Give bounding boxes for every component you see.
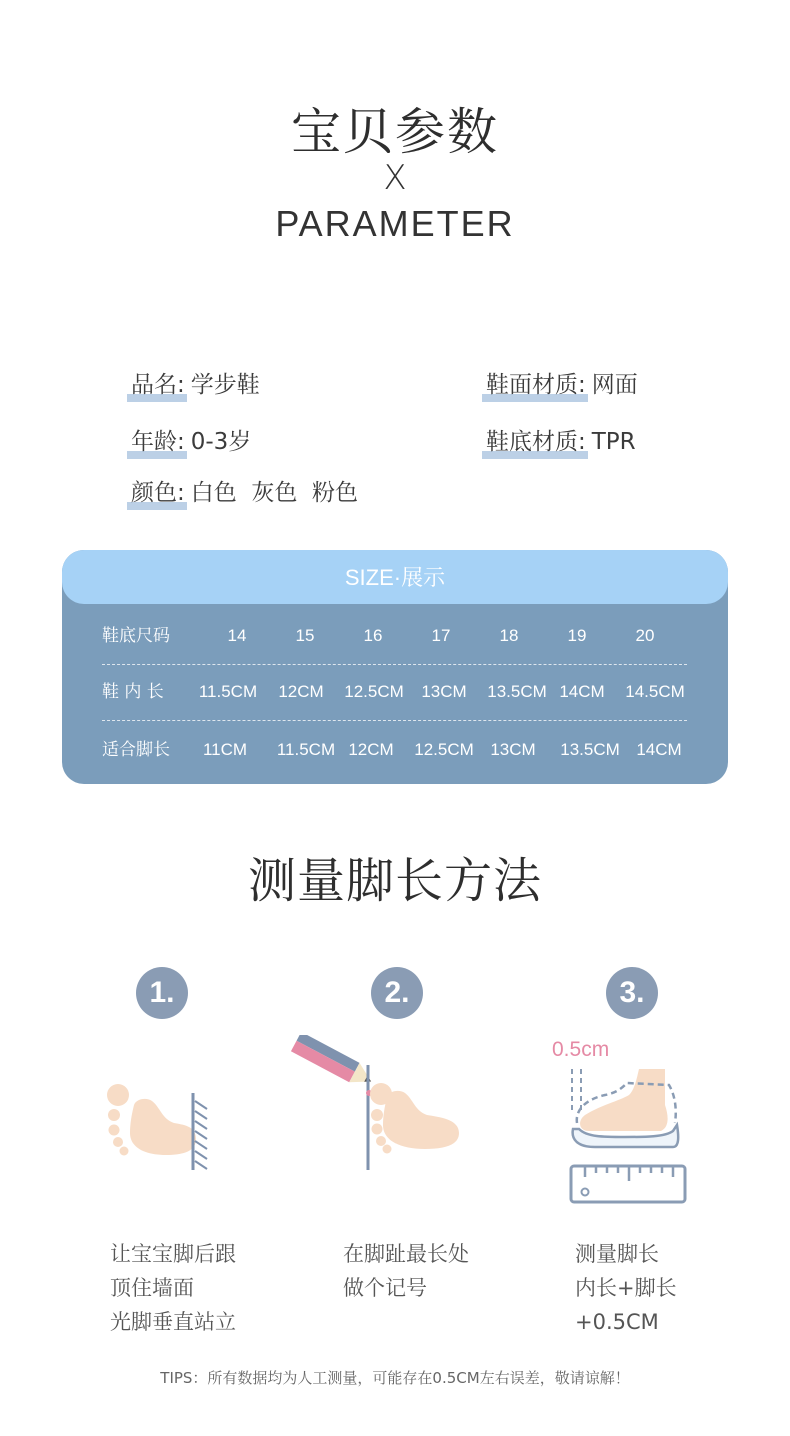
param-color (131, 474, 358, 507)
row-label: 鞋底尺码 (102, 626, 170, 646)
param-name-label: 品名: (131, 366, 185, 399)
size-table-header: SIZE·展示 (62, 550, 728, 604)
table-cell: 20 (635, 626, 655, 645)
table-cell: 13CM (421, 682, 467, 701)
param-sole-label: 鞋底材质: (486, 423, 586, 456)
row-label: 鞋 内 长 (102, 682, 164, 702)
page-title: 宝贝参数 (291, 103, 499, 161)
param-age-label: 年龄: (131, 423, 185, 456)
method-title: 测量脚长方法 (247, 853, 542, 909)
table-cell: 12.5CM (344, 682, 404, 701)
table-row (62, 664, 728, 720)
table-cell: 11.5CM (198, 682, 258, 701)
step-description (110, 1237, 236, 1339)
param-age (131, 423, 251, 456)
foot-pencil-icon (285, 1035, 475, 1175)
step-line: +0.5CM (575, 1310, 659, 1334)
table-cell: 11CM (202, 740, 248, 759)
step-line: 顶住墙面 (110, 1276, 194, 1300)
step-number-badge: 1. (136, 967, 188, 1019)
table-cell: 14 (227, 626, 247, 645)
table-cell: 11.5CM (276, 740, 336, 759)
table-row (62, 608, 728, 664)
offset-label: 0.5cm (552, 1038, 610, 1061)
param-color-value: 白色 灰色 粉色 (190, 480, 358, 506)
param-age-value: 0-3岁 (190, 429, 252, 455)
param-upper (486, 366, 638, 399)
param-color-label: 颜色: (131, 474, 185, 507)
table-cell: 15 (295, 626, 315, 645)
step-line: 光脚垂直站立 (110, 1310, 236, 1334)
param-upper-value: 网面 (591, 372, 638, 398)
step-line: 让宝宝脚后跟 (110, 1242, 236, 1266)
row-divider (102, 720, 687, 721)
table-cell: 19 (567, 626, 587, 645)
shoe-ruler-icon (565, 1065, 695, 1210)
param-sole (486, 423, 636, 456)
table-cell: 12CM (348, 740, 394, 759)
table-cell: 13CM (490, 740, 536, 759)
param-name (131, 366, 260, 399)
step-line: 测量脚长 (575, 1242, 659, 1266)
table-cell: 14CM (636, 740, 682, 759)
table-cell: 17 (431, 626, 451, 645)
table-cell: 13.5CM (487, 682, 547, 701)
param-sole-value: TPR (591, 429, 636, 455)
foot-wall-icon (100, 1075, 220, 1175)
param-upper-label: 鞋面材质: (486, 366, 586, 399)
title-separator: X (383, 158, 407, 198)
step-line: 在脚趾最长处 (343, 1242, 469, 1266)
table-cell: 18 (499, 626, 519, 645)
step-line: 做个记号 (343, 1276, 427, 1300)
tips-note: TIPS：所有数据均为人工测量，可能存在0.5CM左右误差，敬请谅解！ (160, 1369, 630, 1387)
table-cell: 12CM (278, 682, 324, 701)
row-label: 适合脚长 (102, 740, 170, 760)
step-description (575, 1237, 677, 1339)
table-cell: 13.5CM (560, 740, 620, 759)
step-line: 内长+脚长 (575, 1276, 677, 1300)
table-cell: 14.5CM (625, 682, 685, 701)
step-description (343, 1237, 469, 1305)
param-name-value: 学步鞋 (190, 372, 260, 398)
step-number-badge: 3. (606, 967, 658, 1019)
table-cell: 12.5CM (414, 740, 474, 759)
step-number-badge: 2. (371, 967, 423, 1019)
table-cell: 16 (363, 626, 383, 645)
page-subtitle: PARAMETER (275, 203, 515, 244)
table-cell: 14CM (559, 682, 605, 701)
table-row (62, 722, 728, 778)
